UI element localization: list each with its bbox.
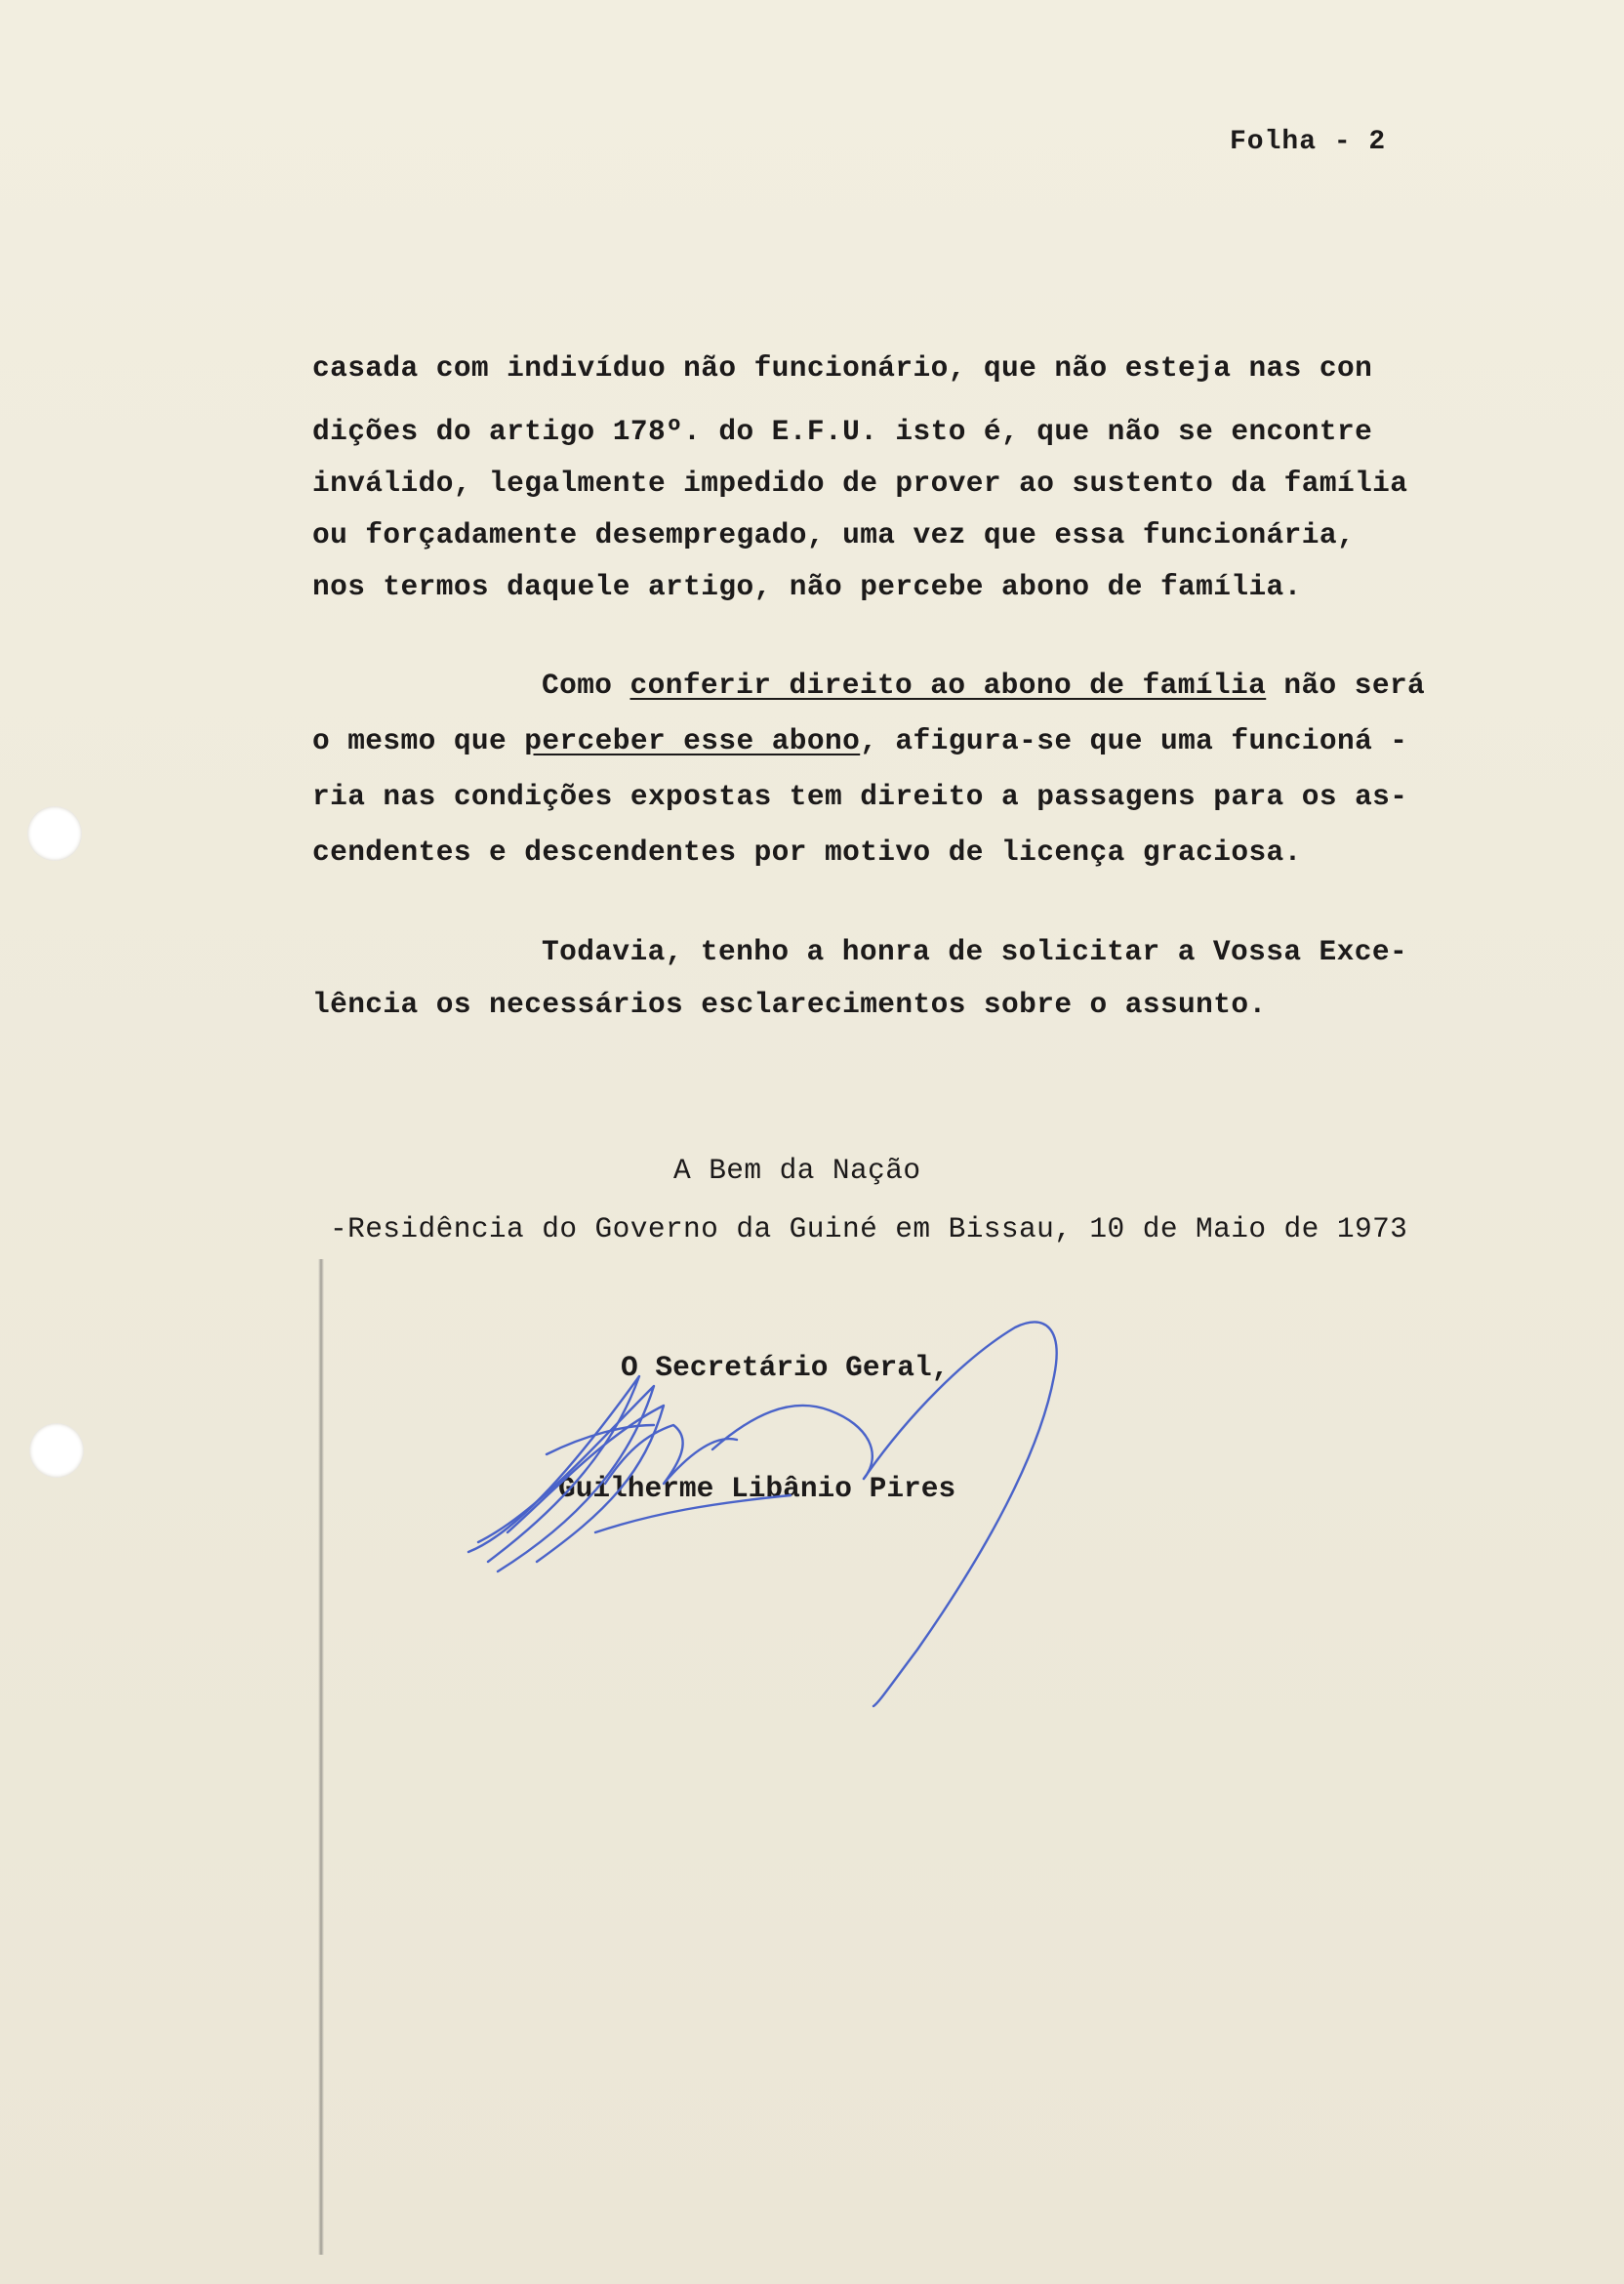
margin-shadow-line xyxy=(318,1259,324,2255)
signatory-title: O Secretário Geral, xyxy=(621,1351,950,1384)
text-run: Como xyxy=(542,669,630,702)
underlined-phrase: perceber esse abono xyxy=(524,724,861,757)
paragraph-line: nos termos daquele artigo, não percebe abono de família. xyxy=(312,570,1302,603)
place-date: -Residência do Governo da Guiné em Bissau, 10 de Maio de 1973 xyxy=(330,1212,1408,1245)
paragraph-line xyxy=(312,724,1407,757)
paragraph-line: cendentes e descendentes por motivo de licença graciosa. xyxy=(312,836,1302,869)
text-run: o mesmo que xyxy=(312,724,525,757)
text-run: não será xyxy=(1266,669,1426,702)
signatory-name: Guilherme Libânio Pires xyxy=(558,1472,956,1505)
paragraph-line xyxy=(542,669,1425,702)
punch-hole xyxy=(27,806,82,861)
paragraph-line: Todavia, tenho a honra de solicitar a Vossa Exce- xyxy=(542,935,1408,968)
folio-number: Folha - 2 xyxy=(1230,127,1387,157)
paragraph-line: ria nas condições expostas tem direito a passagens para os as- xyxy=(312,780,1408,813)
paragraph-line: dições do artigo 178º. do E.F.U. isto é, que não se encontre xyxy=(312,415,1373,448)
paragraph-line: ou forçadamente desempregado, uma vez que essa funcionária, xyxy=(312,518,1356,551)
text-run: , afigura-se que uma funcioná - xyxy=(860,724,1408,757)
salutation: A Bem da Nação xyxy=(673,1154,921,1187)
handwritten-signature xyxy=(459,1240,1093,1708)
punch-hole xyxy=(29,1423,84,1478)
paragraph-line: inválido, legalmente impedido de prover ao sustento da família xyxy=(312,467,1408,500)
paragraph-line: casada com indivíduo não funcionário, que não esteja nas con xyxy=(312,351,1373,385)
underlined-phrase: conferir direito ao abono de família xyxy=(629,669,1267,702)
paragraph-line: lência os necessários esclarecimentos sobre o assunto. xyxy=(312,988,1267,1021)
